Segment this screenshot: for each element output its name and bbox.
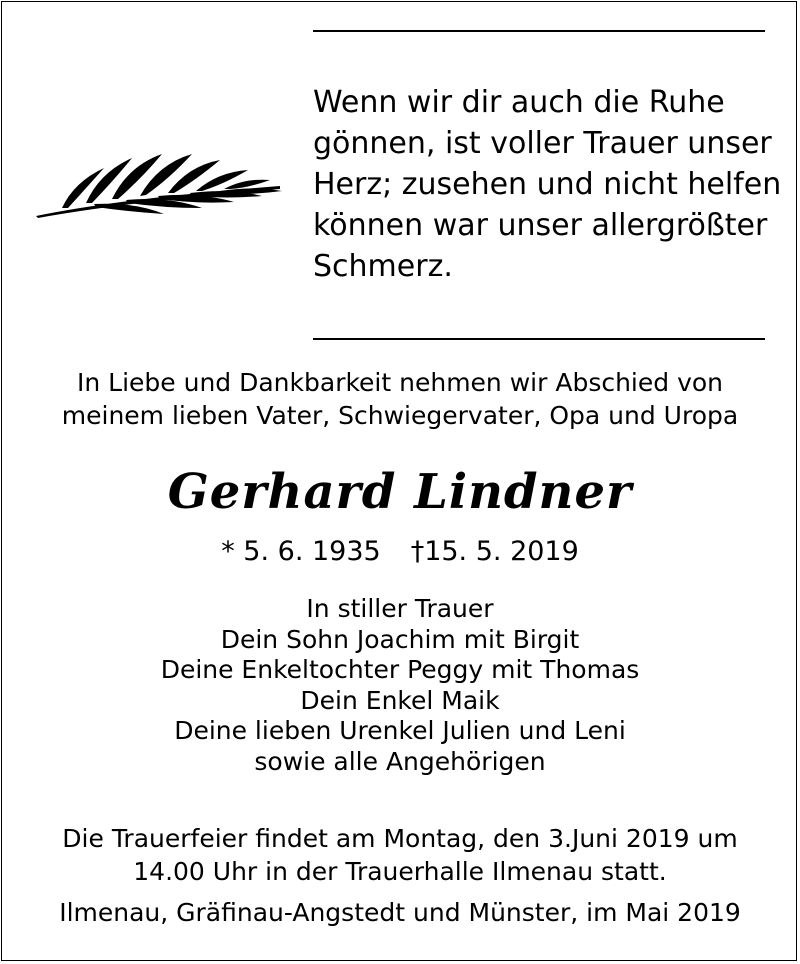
- deceased-name: Gerhard Lindner: [167, 464, 633, 520]
- place-and-date: Ilmenau, Gräfinau-Angstedt und Münster, im Mai 2019: [59, 898, 741, 927]
- divider-bottom: [313, 338, 765, 340]
- palm-branch-icon: [34, 150, 284, 222]
- divider-top: [313, 30, 765, 32]
- funeral-line: Die Trauerfeier findet am Montag, den 3.Juni 2019 um: [62, 824, 738, 853]
- death-date: †15. 5. 2019: [410, 536, 579, 567]
- quote-line: Herz; zusehen und nicht helfen: [313, 167, 782, 202]
- quote-line: gönnen, ist voller Trauer unser: [313, 126, 772, 161]
- memorial-quote: [313, 82, 783, 287]
- farewell-intro: [0, 366, 800, 432]
- birth-date: * 5. 6. 1935: [221, 536, 381, 567]
- funeral-line: 14.00 Uhr in der Trauerhalle Ilmenau statt.: [133, 857, 667, 886]
- intro-line: In Liebe und Dankbarkeit nehmen wir Abschied von: [76, 368, 724, 397]
- quote-line: Schmerz.: [313, 249, 453, 284]
- funeral-notice: [0, 822, 800, 888]
- mourner-line: In stiller Trauer: [306, 594, 494, 623]
- mourner-line: Dein Enkel Maik: [300, 685, 500, 715]
- mourner-line: Dein Sohn Joachim mit Birgit: [220, 624, 580, 654]
- life-dates: [0, 534, 800, 570]
- mourner-line: Deine Enkeltochter Peggy mit Thomas: [160, 655, 640, 684]
- mourner-line: sowie alle Angehörigen: [254, 746, 546, 776]
- quote-line: Wenn wir dir auch die Ruhe: [313, 85, 725, 120]
- mourner-line: Deine lieben Urenkel Julien und Leni: [174, 716, 626, 745]
- mourners-list: [0, 594, 800, 777]
- quote-line: können war unser allergrößter: [313, 208, 768, 243]
- intro-line: meinem lieben Vater, Schwiegervater, Opa und Uropa: [61, 401, 739, 430]
